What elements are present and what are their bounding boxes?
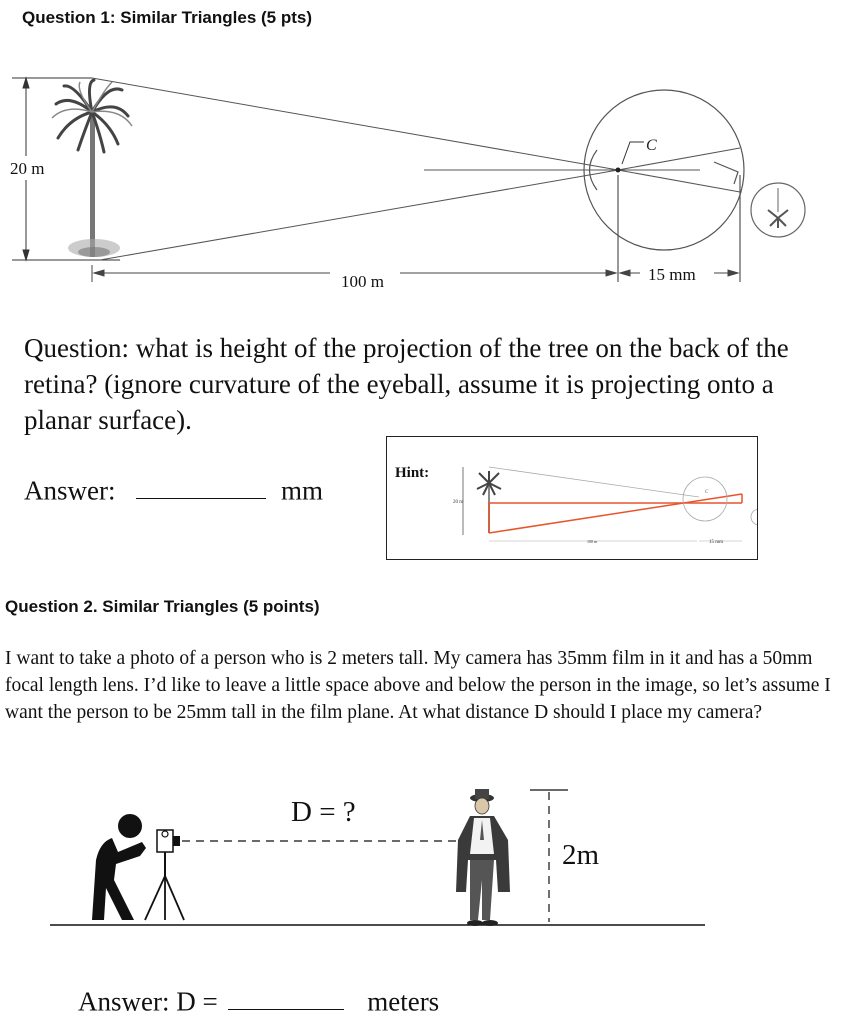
- eyeball-icon: [584, 90, 744, 282]
- question-2-heading: Question 2. Similar Triangles (5 points): [5, 597, 320, 616]
- distance-D-label: D = ?: [291, 796, 356, 828]
- question-1-heading: Question 1: Similar Triangles (5 pts): [22, 8, 313, 27]
- answer-2-unit: meters: [367, 986, 440, 1017]
- hint-height-label: 20 m: [453, 500, 464, 505]
- inverted-image-icon: [751, 183, 805, 237]
- hint-distance-label: 100 m: [587, 539, 598, 544]
- hint-center-label: C: [705, 490, 709, 495]
- photographer-icon: [92, 814, 146, 920]
- distance-dimension: [92, 265, 738, 282]
- q2-diagram: [0, 780, 841, 960]
- projection-rays: [92, 78, 740, 260]
- answer-2-input[interactable]: [228, 985, 344, 1010]
- hint-box: [386, 436, 758, 560]
- answer-1-row: [24, 474, 323, 506]
- answer-1-unit: mm: [280, 475, 323, 506]
- answer-1-input[interactable]: [136, 474, 266, 499]
- distance-label: 100 m: [341, 272, 384, 291]
- q1-diagram: [0, 60, 841, 300]
- question-2-text: I want to take a photo of a person who is 2 meters tall. My camera has 35mm film in it and has a 50mm focal length lens. I’d like to leave a little space above and below the person in the image, so let’s assume I want the person to be 25mm tall in the film plane. At what distance D should I place my camera?: [5, 648, 831, 723]
- person-icon: [456, 789, 510, 926]
- hint-eye-label: 15 mm: [709, 540, 724, 545]
- palm-tree-icon: [52, 80, 132, 257]
- camera-tripod-icon: [145, 830, 184, 920]
- eye-depth-label: 15 mm: [648, 265, 696, 284]
- hint-label: Hint:: [395, 465, 430, 481]
- hint-diagram: [387, 437, 757, 559]
- question-1-text: Question: what is height of the projection of the tree on the back of the retina? (ignore curvature of the eyeball, assume it is projecting onto a planar surface).: [24, 333, 789, 435]
- center-label: C: [646, 137, 657, 154]
- answer-2-row: [78, 985, 439, 1017]
- person-height-label: 2m: [562, 839, 600, 871]
- answer-1-label: Answer:: [24, 475, 116, 506]
- answer-2-label: Answer: D =: [78, 986, 218, 1017]
- tree-height-label: 20 m: [10, 159, 45, 178]
